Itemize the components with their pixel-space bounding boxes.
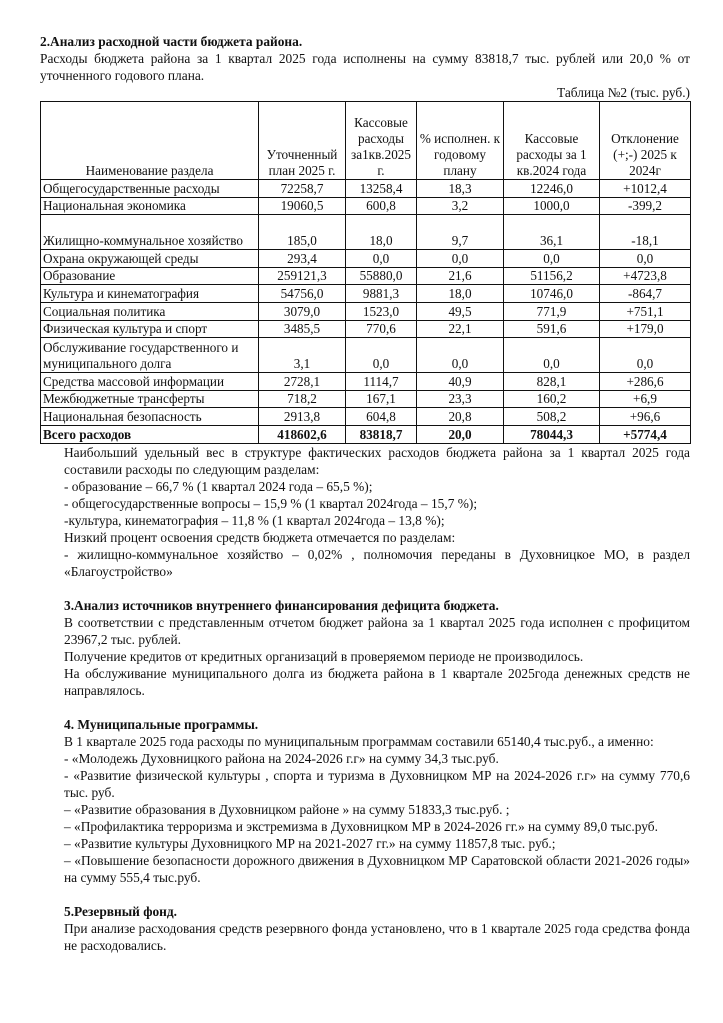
row-plan: 2728,1 [259, 373, 346, 391]
table-row [41, 408, 691, 426]
row-q1-2024: 1000,0 [504, 197, 600, 215]
row-pct: 18,3 [417, 180, 504, 198]
row-q1-2024: 508,2 [504, 408, 600, 426]
row-q1-2025: 770,6 [346, 320, 417, 338]
header-cash-q1-2024: Кассовые расходы за 1 кв.2024 года [504, 102, 600, 180]
structure-item-culture: -культура, кинематография – 11,8 % (1 квартал 2024года – 13,8 %); [64, 512, 445, 528]
row-q1-2025: 18,0 [346, 215, 417, 250]
program-item: – «Развитие образования в Духовницком районе » на сумму 51833,3 тыс.руб. ; [64, 801, 510, 817]
row-name: Культура и кинематография [41, 285, 259, 303]
section3 [40, 597, 690, 699]
low-execution-item: - жилищно-коммунальное хозяйство – 0,02% , полномочия переданы в Духовницкое МО, в раздел «Благоустройство» [64, 546, 690, 579]
row-q1-2024: 591,6 [504, 320, 600, 338]
section5 [40, 903, 690, 954]
section2-title: 2.Анализ расходной части бюджета района. [40, 34, 303, 49]
row-name: Физическая культура и спорт [41, 320, 259, 338]
table-total-row [41, 425, 691, 443]
row-q1-2025: 600,8 [346, 197, 417, 215]
row-q1-2025: 9881,3 [346, 285, 417, 303]
row-q1-2024: 828,1 [504, 373, 600, 391]
program-item: - «Молодежь Духовницкого района на 2024-2026 г.г» на сумму 34,3 тыс.руб. [64, 750, 499, 766]
low-execution-heading: Низкий процент освоения средств бюджета отмечается по разделам: [64, 529, 456, 545]
row-q1-2025: 167,1 [346, 390, 417, 408]
table-row [41, 250, 691, 268]
row-q1-2024: 160,2 [504, 390, 600, 408]
row-pct: 0,0 [417, 338, 504, 373]
program-item: - «Развитие физической культуры , спорта и туризма в Духовницком МР на 2024-2026 г.г» на сумму 770,6 тыс. руб. [64, 767, 690, 800]
section3-paragraph-2: Получение кредитов от кредитных организаций в проверяемом периоде не производилось. [64, 648, 584, 664]
row-name: Национальная безопасность [41, 408, 259, 426]
row-name: Национальная экономика [41, 197, 259, 215]
table-row [41, 338, 691, 373]
row-pct: 22,1 [417, 320, 504, 338]
table-row [41, 180, 691, 198]
row-pct: 0,0 [417, 250, 504, 268]
row-diff: 0,0 [600, 250, 691, 268]
row-plan: 3485,5 [259, 320, 346, 338]
section4 [40, 716, 690, 886]
header-plan-2025: Уточненный план 2025 г. [259, 102, 346, 180]
header-section-name: Наименование раздела [41, 102, 259, 180]
table-row [41, 302, 691, 320]
expense-structure-block [40, 444, 690, 580]
row-plan: 3,1 [259, 338, 346, 373]
row-plan: 19060,5 [259, 197, 346, 215]
row-diff: -399,2 [600, 197, 691, 215]
structure-paragraph: Наибольший удельный вес в структуре фактических расходов бюджета района за 1 квартал 2025 года составили расходы по следующим разделам: [64, 444, 690, 477]
row-pct: 40,9 [417, 373, 504, 391]
row-name: Социальная политика [41, 302, 259, 320]
table-header-row [41, 102, 691, 180]
row-q1-2025: 0,0 [346, 250, 417, 268]
section3-paragraph-3: На обслуживание муниципального долга из бюджета района в 1 квартале 2025года денежных средств не направлялось. [64, 665, 690, 698]
row-name: Охрана окружающей среды [41, 250, 259, 268]
section5-paragraph: При анализе расходования средств резервного фонда установлено, что в 1 квартале 2025 года средства фонда не расходовались. [64, 920, 690, 953]
row-name: Межбюджетные трансферты [41, 390, 259, 408]
row-diff: +751,1 [600, 302, 691, 320]
row-plan: 259121,3 [259, 267, 346, 285]
row-pct: 9,7 [417, 215, 504, 250]
section4-title: 4. Муниципальные программы. [64, 716, 259, 732]
row-plan: 3079,0 [259, 302, 346, 320]
row-plan: 54756,0 [259, 285, 346, 303]
row-diff: +286,6 [600, 373, 691, 391]
total-q1-2024: 78044,3 [504, 425, 600, 443]
structure-item-education: - образование – 66,7 % (1 квартал 2024 года – 65,5 %); [64, 478, 373, 494]
section4-intro: В 1 квартале 2025 года расходы по муниципальным программам составили 65140,4 тыс.руб., а именно: [64, 733, 654, 749]
row-pct: 18,0 [417, 285, 504, 303]
header-execution-pct: % исполнен. к годовому плану [417, 102, 504, 180]
section2-intro: Расходы бюджета района за 1 квартал 2025 года исполнены на сумму 83818,7 тыс. рублей или 20,0 % от уточненного годового плана. [40, 51, 690, 83]
row-q1-2024: 36,1 [504, 215, 600, 250]
row-q1-2024: 12246,0 [504, 180, 600, 198]
table-row [41, 285, 691, 303]
row-name: Образование [41, 267, 259, 285]
structure-item-general: - общегосударственные вопросы – 15,9 % (1 квартал 2024года – 15,7 %); [64, 495, 478, 511]
table-row [41, 373, 691, 391]
expenses-table [40, 101, 691, 444]
row-diff: 0,0 [600, 338, 691, 373]
row-plan: 293,4 [259, 250, 346, 268]
total-diff: +5774,4 [600, 425, 691, 443]
section5-title: 5.Резервный фонд. [64, 903, 178, 919]
program-item: – «Профилактика терроризма и экстремизма в Духовницком МР в 2024-2026 гг.» на сумму 89,0 тыс.руб. [64, 818, 658, 834]
row-q1-2024: 10746,0 [504, 285, 600, 303]
row-name: Обслуживание государственного и муниципального долга [41, 338, 259, 373]
row-plan: 718,2 [259, 390, 346, 408]
row-q1-2024: 0,0 [504, 338, 600, 373]
row-pct: 3,2 [417, 197, 504, 215]
row-name: Жилищно-коммунальное хозяйство [41, 215, 259, 250]
row-plan: 185,0 [259, 215, 346, 250]
row-q1-2024: 771,9 [504, 302, 600, 320]
row-q1-2025: 13258,4 [346, 180, 417, 198]
row-diff: +96,6 [600, 408, 691, 426]
row-plan: 72258,7 [259, 180, 346, 198]
total-pct: 20,0 [417, 425, 504, 443]
row-pct: 49,5 [417, 302, 504, 320]
row-q1-2025: 1523,0 [346, 302, 417, 320]
table-caption: Таблица №2 (тыс. руб.) [557, 85, 690, 100]
section3-paragraph-1: В соответствии с представленным отчетом бюджет района за 1 квартал 2025 года исполнен с профицитом 23967,2 тыс. рублей. [64, 614, 690, 647]
row-q1-2024: 51156,2 [504, 267, 600, 285]
row-diff: +1012,4 [600, 180, 691, 198]
table-row [41, 215, 691, 250]
row-pct: 21,6 [417, 267, 504, 285]
row-q1-2024: 0,0 [504, 250, 600, 268]
row-diff: +179,0 [600, 320, 691, 338]
row-q1-2025: 55880,0 [346, 267, 417, 285]
row-q1-2025: 604,8 [346, 408, 417, 426]
row-name: Общегосударственные расходы [41, 180, 259, 198]
row-name: Средства массовой информации [41, 373, 259, 391]
row-diff: +4723,8 [600, 267, 691, 285]
row-q1-2025: 1114,7 [346, 373, 417, 391]
table-row [41, 197, 691, 215]
table-row [41, 320, 691, 338]
header-cash-q1-2025: Кассовые расходы за1кв.2025 г. [346, 102, 417, 180]
section3-title: 3.Анализ источников внутреннего финансирования дефицита бюджета. [64, 597, 499, 613]
total-q1-2025: 83818,7 [346, 425, 417, 443]
row-pct: 23,3 [417, 390, 504, 408]
row-plan: 2913,8 [259, 408, 346, 426]
row-pct: 20,8 [417, 408, 504, 426]
row-diff: -864,7 [600, 285, 691, 303]
total-name: Всего расходов [41, 425, 259, 443]
program-item: – «Повышение безопасности дорожного движения в Духовницком МР Саратовской области 2021-2026 годы» на сумму 555,4 тыс.руб. [64, 852, 690, 885]
table-row [41, 267, 691, 285]
program-item: – «Развитие культуры Духовницкого МР на 2021-2027 гг.» на сумму 11857,8 тыс. руб.; [64, 835, 556, 851]
table-row [41, 390, 691, 408]
row-diff: +6,9 [600, 390, 691, 408]
total-plan: 418602,6 [259, 425, 346, 443]
header-deviation: Отклонение (+;-) 2025 к 2024г [600, 102, 691, 180]
document-page [40, 33, 690, 954]
row-q1-2025: 0,0 [346, 338, 417, 373]
row-diff: -18,1 [600, 215, 691, 250]
